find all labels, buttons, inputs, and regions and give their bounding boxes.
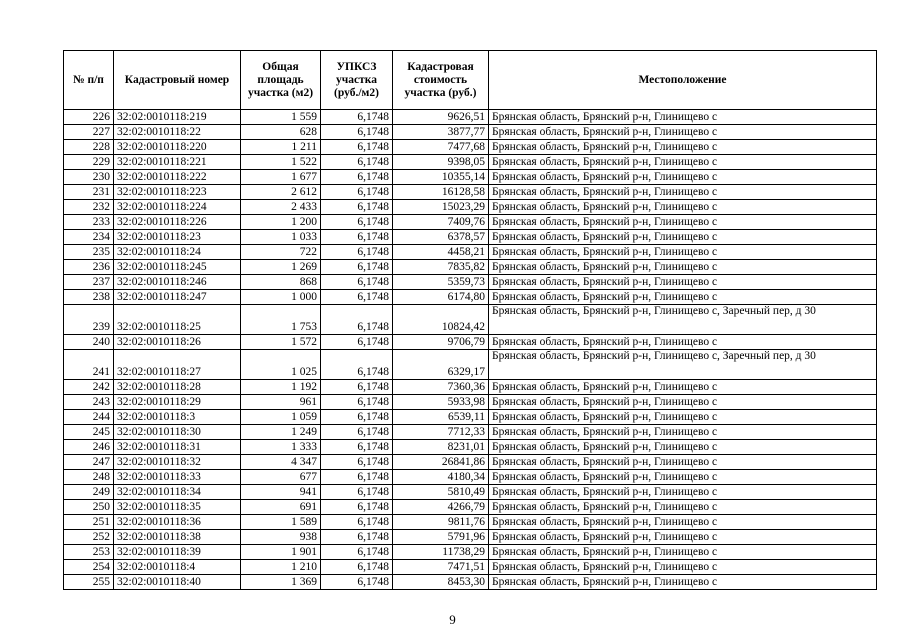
cadastral-number-cell: 32:02:0010118:36	[114, 515, 241, 530]
cadastral-number-cell: 32:02:0010118:220	[114, 140, 241, 155]
location-cell: Брянская область, Брянский р-н, Глинищево с	[489, 470, 877, 485]
cadastral-number-cell: 32:02:0010118:245	[114, 260, 241, 275]
upksz-cell: 6,1748	[321, 275, 393, 290]
location-cell: Брянская область, Брянский р-н, Глинищево с	[489, 575, 877, 590]
header-upksz: УПКСЗ участка (руб./м2)	[321, 51, 393, 110]
table-row	[64, 335, 877, 350]
area-cell: 1 033	[241, 230, 321, 245]
table-row	[64, 110, 877, 125]
area-cell: 1 677	[241, 170, 321, 185]
cadastral-value-cell: 4458,21	[393, 245, 489, 260]
cadastral-value-cell: 5933,98	[393, 395, 489, 410]
location-cell: Брянская область, Брянский р-н, Глинищево с	[489, 335, 877, 350]
upksz-cell: 6,1748	[321, 260, 393, 275]
area-cell: 1 901	[241, 545, 321, 560]
upksz-cell: 6,1748	[321, 470, 393, 485]
row-number-cell: 254	[64, 560, 114, 575]
location-cell: Брянская область, Брянский р-н, Глинищево с	[489, 455, 877, 470]
location-cell: Брянская область, Брянский р-н, Глинищево с	[489, 545, 877, 560]
cadastral-number-cell: 32:02:0010118:30	[114, 425, 241, 440]
upksz-cell: 6,1748	[321, 305, 393, 335]
upksz-cell: 6,1748	[321, 425, 393, 440]
row-number-cell: 251	[64, 515, 114, 530]
table-row	[64, 485, 877, 500]
area-cell: 1 559	[241, 110, 321, 125]
upksz-cell: 6,1748	[321, 500, 393, 515]
row-number-cell: 235	[64, 245, 114, 260]
row-number-cell: 230	[64, 170, 114, 185]
header-row-number: № п/п	[64, 51, 114, 110]
row-number-cell: 252	[64, 530, 114, 545]
cadastral-number-cell: 32:02:0010118:223	[114, 185, 241, 200]
area-cell: 1 753	[241, 305, 321, 335]
upksz-cell: 6,1748	[321, 335, 393, 350]
cadastral-value-cell: 16128,58	[393, 185, 489, 200]
area-cell: 2 433	[241, 200, 321, 215]
table-row	[64, 290, 877, 305]
upksz-cell: 6,1748	[321, 230, 393, 245]
table-row	[64, 260, 877, 275]
upksz-cell: 6,1748	[321, 410, 393, 425]
cadastral-number-cell: 32:02:0010118:4	[114, 560, 241, 575]
upksz-cell: 6,1748	[321, 485, 393, 500]
area-cell: 1 522	[241, 155, 321, 170]
row-number-cell: 250	[64, 500, 114, 515]
cadastral-number-cell: 32:02:0010118:33	[114, 470, 241, 485]
cadastral-number-cell: 32:02:0010118:38	[114, 530, 241, 545]
table-row	[64, 440, 877, 455]
area-cell: 1 572	[241, 335, 321, 350]
table-row	[64, 245, 877, 260]
area-cell: 1 369	[241, 575, 321, 590]
row-number-cell: 244	[64, 410, 114, 425]
location-cell: Брянская область, Брянский р-н, Глинищево с	[489, 230, 877, 245]
cadastral-number-cell: 32:02:0010118:24	[114, 245, 241, 260]
cadastral-value-cell: 9626,51	[393, 110, 489, 125]
location-cell: Брянская область, Брянский р-н, Глинищево с	[489, 185, 877, 200]
table-row	[64, 350, 877, 380]
area-cell: 868	[241, 275, 321, 290]
upksz-cell: 6,1748	[321, 440, 393, 455]
upksz-cell: 6,1748	[321, 530, 393, 545]
table-row	[64, 530, 877, 545]
area-cell: 1 211	[241, 140, 321, 155]
area-cell: 691	[241, 500, 321, 515]
location-cell: Брянская область, Брянский р-н, Глинищево с, Заречный пер, д 30	[489, 350, 877, 380]
cadastral-value-cell: 10824,42	[393, 305, 489, 335]
upksz-cell: 6,1748	[321, 215, 393, 230]
row-number-cell: 228	[64, 140, 114, 155]
cadastral-number-cell: 32:02:0010118:27	[114, 350, 241, 380]
row-number-cell: 255	[64, 575, 114, 590]
cadastral-value-cell: 8231,01	[393, 440, 489, 455]
cadastral-value-cell: 15023,29	[393, 200, 489, 215]
table-row	[64, 560, 877, 575]
cadastral-value-cell: 11738,29	[393, 545, 489, 560]
table-row	[64, 470, 877, 485]
upksz-cell: 6,1748	[321, 455, 393, 470]
location-cell: Брянская область, Брянский р-н, Глинищево с	[489, 530, 877, 545]
cadastral-number-cell: 32:02:0010118:25	[114, 305, 241, 335]
cadastral-number-cell: 32:02:0010118:40	[114, 575, 241, 590]
header-cadastral-value: Кадастровая стоимость участка (руб.)	[393, 51, 489, 110]
upksz-cell: 6,1748	[321, 125, 393, 140]
cadastral-value-cell: 3877,77	[393, 125, 489, 140]
area-cell: 1 210	[241, 560, 321, 575]
location-cell: Брянская область, Брянский р-н, Глинищево с	[489, 200, 877, 215]
header-cadastral-number: Кадастровый номер	[114, 51, 241, 110]
upksz-cell: 6,1748	[321, 110, 393, 125]
location-cell: Брянская область, Брянский р-н, Глинищево с	[489, 170, 877, 185]
upksz-cell: 6,1748	[321, 545, 393, 560]
cadastral-number-cell: 32:02:0010118:224	[114, 200, 241, 215]
row-number-cell: 234	[64, 230, 114, 245]
cadastral-number-cell: 32:02:0010118:222	[114, 170, 241, 185]
cadastral-value-cell: 9811,76	[393, 515, 489, 530]
area-cell: 1 249	[241, 425, 321, 440]
table-header	[64, 51, 877, 110]
area-cell: 2 612	[241, 185, 321, 200]
location-cell: Брянская область, Брянский р-н, Глинищево с	[489, 485, 877, 500]
cadastral-number-cell: 32:02:0010118:226	[114, 215, 241, 230]
upksz-cell: 6,1748	[321, 575, 393, 590]
row-number-cell: 245	[64, 425, 114, 440]
row-number-cell: 237	[64, 275, 114, 290]
row-number-cell: 253	[64, 545, 114, 560]
upksz-cell: 6,1748	[321, 515, 393, 530]
cadastral-value-cell: 6378,57	[393, 230, 489, 245]
upksz-cell: 6,1748	[321, 290, 393, 305]
row-number-cell: 243	[64, 395, 114, 410]
cadastral-number-cell: 32:02:0010118:39	[114, 545, 241, 560]
table-row	[64, 140, 877, 155]
row-number-cell: 232	[64, 200, 114, 215]
cadastral-value-cell: 9398,05	[393, 155, 489, 170]
cadastral-value-cell: 7712,33	[393, 425, 489, 440]
upksz-cell: 6,1748	[321, 155, 393, 170]
area-cell: 961	[241, 395, 321, 410]
cadastral-value-cell: 4180,34	[393, 470, 489, 485]
cadastral-number-cell: 32:02:0010118:3	[114, 410, 241, 425]
table-row	[64, 545, 877, 560]
location-cell: Брянская область, Брянский р-н, Глинищево с	[489, 260, 877, 275]
table-row	[64, 170, 877, 185]
location-cell: Брянская область, Брянский р-н, Глинищево с	[489, 245, 877, 260]
cadastral-value-cell: 5359,73	[393, 275, 489, 290]
cadastral-value-table	[63, 50, 877, 590]
row-number-cell: 227	[64, 125, 114, 140]
cadastral-number-cell: 32:02:0010118:35	[114, 500, 241, 515]
cadastral-value-cell: 5791,96	[393, 530, 489, 545]
area-cell: 1 059	[241, 410, 321, 425]
header-area: Общая площадь участка (м2)	[241, 51, 321, 110]
table-row	[64, 200, 877, 215]
row-number-cell: 231	[64, 185, 114, 200]
location-cell: Брянская область, Брянский р-н, Глинищево с	[489, 155, 877, 170]
row-number-cell: 239	[64, 305, 114, 335]
row-number-cell: 240	[64, 335, 114, 350]
location-cell: Брянская область, Брянский р-н, Глинищево с	[489, 140, 877, 155]
page-number: 9	[449, 612, 456, 627]
upksz-cell: 6,1748	[321, 245, 393, 260]
area-cell: 1 000	[241, 290, 321, 305]
cadastral-number-cell: 32:02:0010118:247	[114, 290, 241, 305]
table-body	[64, 110, 877, 590]
row-number-cell: 247	[64, 455, 114, 470]
table-row	[64, 215, 877, 230]
location-cell: Брянская область, Брянский р-н, Глинищево с	[489, 425, 877, 440]
cadastral-value-cell: 10355,14	[393, 170, 489, 185]
row-number-cell: 249	[64, 485, 114, 500]
table-row	[64, 230, 877, 245]
cadastral-number-cell: 32:02:0010118:34	[114, 485, 241, 500]
area-cell: 722	[241, 245, 321, 260]
upksz-cell: 6,1748	[321, 395, 393, 410]
header-location: Местоположение	[489, 51, 877, 110]
table-row	[64, 380, 877, 395]
area-cell: 938	[241, 530, 321, 545]
location-cell: Брянская область, Брянский р-н, Глинищево с	[489, 215, 877, 230]
area-cell: 1 333	[241, 440, 321, 455]
table-row	[64, 185, 877, 200]
header-row	[64, 51, 877, 110]
location-cell: Брянская область, Брянский р-н, Глинищево с	[489, 275, 877, 290]
cadastral-value-cell: 6329,17	[393, 350, 489, 380]
location-cell: Брянская область, Брянский р-н, Глинищево с	[489, 290, 877, 305]
location-cell: Брянская область, Брянский р-н, Глинищево с	[489, 410, 877, 425]
row-number-cell: 241	[64, 350, 114, 380]
location-cell: Брянская область, Брянский р-н, Глинищево с	[489, 395, 877, 410]
upksz-cell: 6,1748	[321, 380, 393, 395]
upksz-cell: 6,1748	[321, 170, 393, 185]
cadastral-value-cell: 7360,36	[393, 380, 489, 395]
location-cell: Брянская область, Брянский р-н, Глинищево с	[489, 110, 877, 125]
area-cell: 1 589	[241, 515, 321, 530]
area-cell: 4 347	[241, 455, 321, 470]
cadastral-number-cell: 32:02:0010118:246	[114, 275, 241, 290]
row-number-cell: 233	[64, 215, 114, 230]
table-row	[64, 455, 877, 470]
cadastral-value-cell: 9706,79	[393, 335, 489, 350]
cadastral-value-cell: 6539,11	[393, 410, 489, 425]
area-cell: 677	[241, 470, 321, 485]
location-cell: Брянская область, Брянский р-н, Глинищево с	[489, 560, 877, 575]
table-row	[64, 425, 877, 440]
location-cell: Брянская область, Брянский р-н, Глинищево с	[489, 125, 877, 140]
cadastral-value-cell: 7471,51	[393, 560, 489, 575]
location-cell: Брянская область, Брянский р-н, Глинищево с, Заречный пер, д 30	[489, 305, 877, 335]
cadastral-number-cell: 32:02:0010118:28	[114, 380, 241, 395]
table-row	[64, 155, 877, 170]
area-cell: 1 192	[241, 380, 321, 395]
row-number-cell: 226	[64, 110, 114, 125]
location-cell: Брянская область, Брянский р-н, Глинищево с	[489, 380, 877, 395]
table-row	[64, 275, 877, 290]
cadastral-value-cell: 7835,82	[393, 260, 489, 275]
row-number-cell: 238	[64, 290, 114, 305]
table-row	[64, 305, 877, 335]
cadastral-number-cell: 32:02:0010118:31	[114, 440, 241, 455]
row-number-cell: 242	[64, 380, 114, 395]
area-cell: 941	[241, 485, 321, 500]
cadastral-number-cell: 32:02:0010118:221	[114, 155, 241, 170]
cadastral-value-cell: 7477,68	[393, 140, 489, 155]
table-row	[64, 575, 877, 590]
table-row	[64, 515, 877, 530]
upksz-cell: 6,1748	[321, 350, 393, 380]
area-cell: 1 269	[241, 260, 321, 275]
row-number-cell: 246	[64, 440, 114, 455]
location-cell: Брянская область, Брянский р-н, Глинищево с	[489, 515, 877, 530]
cadastral-number-cell: 32:02:0010118:26	[114, 335, 241, 350]
cadastral-value-cell: 5810,49	[393, 485, 489, 500]
table-row	[64, 410, 877, 425]
cadastral-number-cell: 32:02:0010118:22	[114, 125, 241, 140]
location-cell: Брянская область, Брянский р-н, Глинищево с	[489, 500, 877, 515]
row-number-cell: 229	[64, 155, 114, 170]
row-number-cell: 248	[64, 470, 114, 485]
cadastral-value-cell: 8453,30	[393, 575, 489, 590]
cadastral-number-cell: 32:02:0010118:29	[114, 395, 241, 410]
cadastral-value-cell: 6174,80	[393, 290, 489, 305]
area-cell: 628	[241, 125, 321, 140]
cadastral-value-cell: 4266,79	[393, 500, 489, 515]
upksz-cell: 6,1748	[321, 140, 393, 155]
cadastral-value-cell: 26841,86	[393, 455, 489, 470]
row-number-cell: 236	[64, 260, 114, 275]
table-row	[64, 125, 877, 140]
upksz-cell: 6,1748	[321, 200, 393, 215]
area-cell: 1 200	[241, 215, 321, 230]
cadastral-number-cell: 32:02:0010118:219	[114, 110, 241, 125]
location-cell: Брянская область, Брянский р-н, Глинищево с	[489, 440, 877, 455]
area-cell: 1 025	[241, 350, 321, 380]
cadastral-number-cell: 32:02:0010118:23	[114, 230, 241, 245]
upksz-cell: 6,1748	[321, 185, 393, 200]
table-row	[64, 395, 877, 410]
cadastral-value-cell: 7409,76	[393, 215, 489, 230]
table-row	[64, 500, 877, 515]
cadastral-number-cell: 32:02:0010118:32	[114, 455, 241, 470]
upksz-cell: 6,1748	[321, 560, 393, 575]
